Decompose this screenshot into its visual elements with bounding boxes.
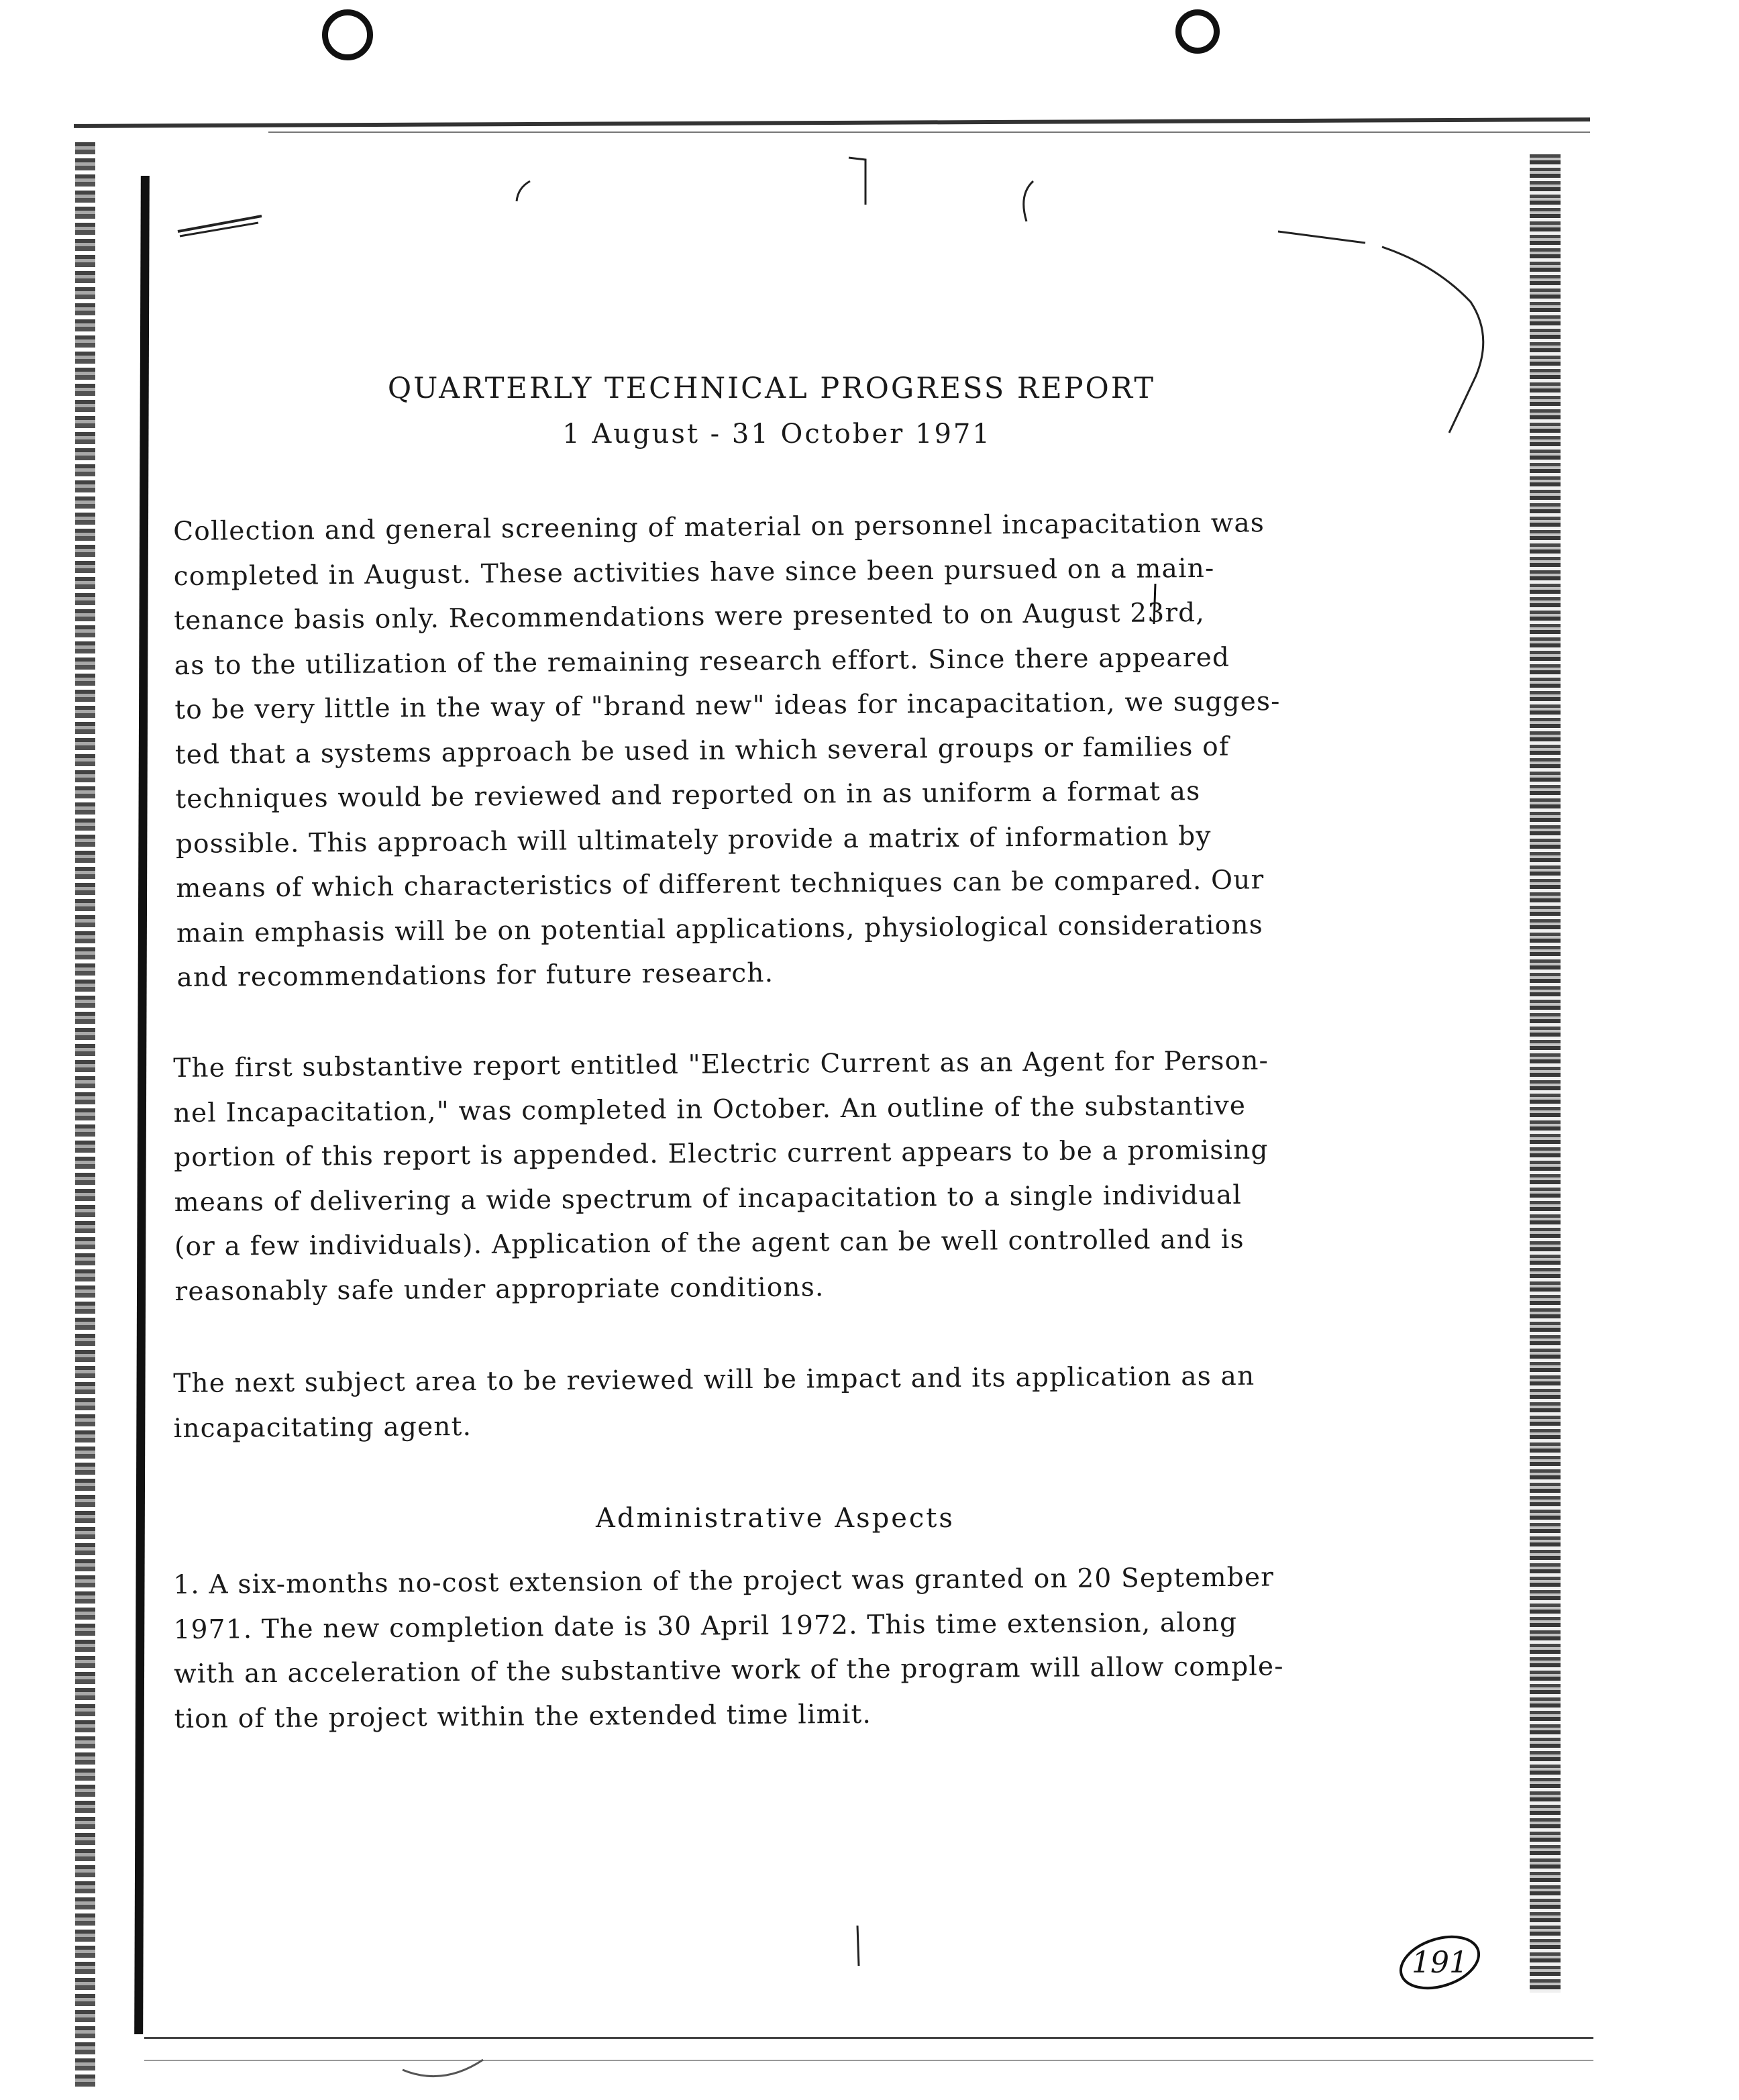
text-line: to be very little in the way of "brand new" ideas for incapacitation, we sugges-	[174, 686, 1281, 725]
text-line: incapacitating agent.	[173, 1411, 472, 1444]
report-title: QUARTERLY TECHNICAL PROGRESS REPORT	[387, 372, 1156, 405]
text-line: completed in August. These activities have since been pursued on a main-	[173, 553, 1215, 592]
text-line: (or a few individuals). Application of the agent can be well controlled and is	[174, 1224, 1245, 1262]
section-heading-administrative: Administrative Aspects	[596, 1503, 955, 1534]
text-line: techniques would be reviewed and reported on in as uniform a format as	[175, 776, 1201, 815]
text-line: reasonably safe under appropriate conditions.	[174, 1271, 825, 1307]
text-line: Collection and general screening of material on personnel incapacitation was	[173, 508, 1265, 547]
text-line: tenance basis only. Recommendations were presented to on August 23rd,	[174, 597, 1206, 636]
text-line: ted that a systems approach be used in which several groups or families of	[174, 731, 1230, 770]
report-period: 1 August - 31 October 1971	[562, 419, 992, 450]
text-line: with an acceleration of the substantive work of the program will allow comple-	[173, 1651, 1284, 1689]
text-line: tion of the project within the extended time limit.	[174, 1699, 872, 1734]
text-line: nel Incapacitation," was completed in October. An outline of the substantive	[173, 1090, 1247, 1128]
text-line: as to the utilization of the remaining research effort. Since there appeared	[174, 642, 1230, 681]
paragraph-summary	[173, 500, 1452, 1000]
text-line: The next subject area to be reviewed will be impact and its application as an	[173, 1361, 1255, 1399]
text-line: portion of this report is appended. Electric current appears to be a promising	[173, 1135, 1269, 1173]
text-line: and recommendations for future research.	[176, 957, 774, 993]
paragraph-admin-item-1	[173, 1555, 1449, 1742]
paragraph-next-subject	[173, 1353, 1448, 1451]
handwritten-page-number	[1395, 1935, 1484, 1990]
text-line: means of which characteristics of different techniques can be compared. Our	[176, 865, 1265, 904]
page-number-text: 191	[1412, 1946, 1468, 1980]
paragraph-electric-current	[173, 1038, 1450, 1314]
text-line: means of delivering a wide spectrum of incapacitation to a single individual	[174, 1179, 1243, 1218]
text-line: 1. A six-months no-cost extension of the project was granted on 20 September	[173, 1562, 1275, 1600]
text-line: The first substantive report entitled "Electric Current as an Agent for Person-	[173, 1045, 1269, 1084]
text-line: 1971. The new completion date is 30 April 1972. This time extension, along	[173, 1607, 1238, 1645]
text-line: main emphasis will be on potential applications, physiological considerations	[176, 909, 1264, 949]
text-line: possible. This approach will ultimately provide a matrix of information by	[175, 821, 1212, 859]
